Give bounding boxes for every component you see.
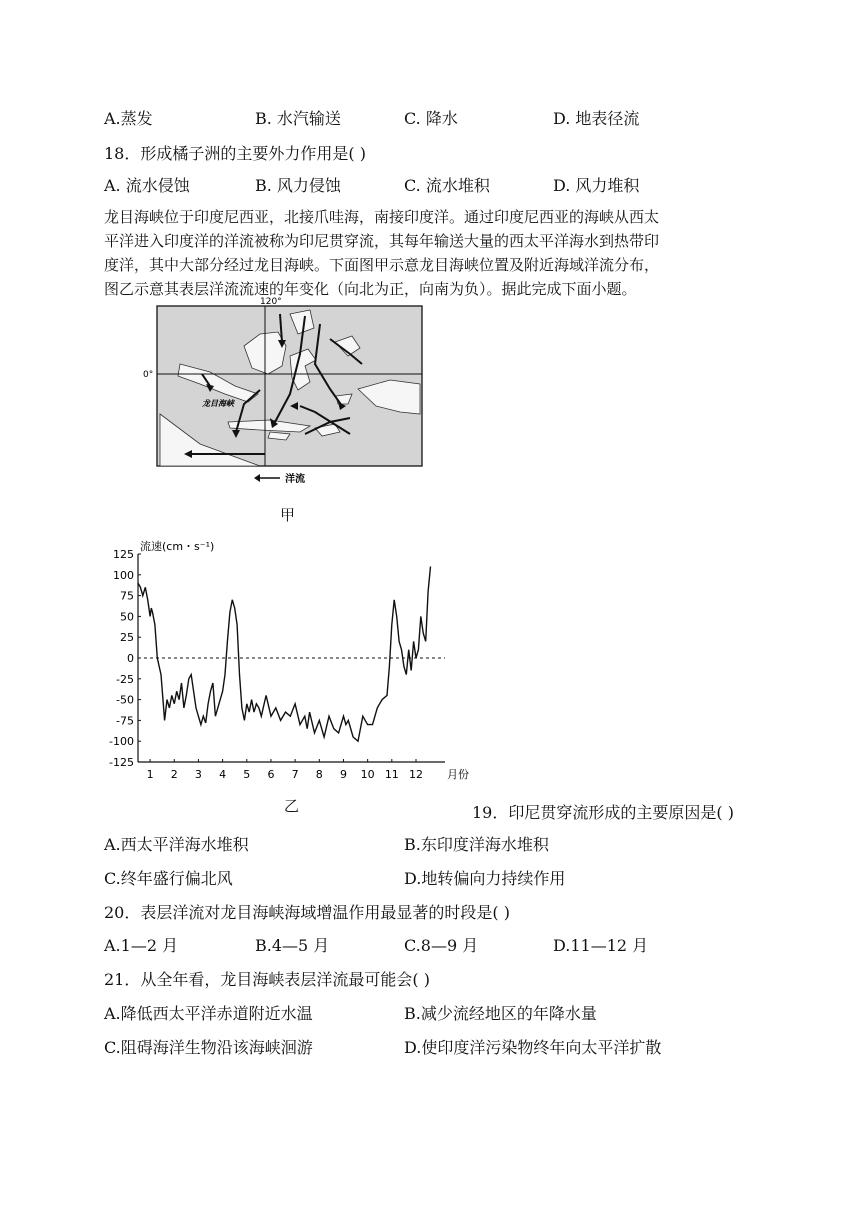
q20-option-c: C.8—9 月 xyxy=(404,936,479,955)
x-tick-label: 1 xyxy=(146,768,154,781)
lat-label: 0° xyxy=(143,370,154,380)
y-tick-label: 25 xyxy=(120,631,134,645)
x-tick-label: 9 xyxy=(339,768,347,781)
q19-stem: 19．印尼贯穿流形成的主要原因是( ) xyxy=(472,803,734,822)
legend-arrow-head xyxy=(254,474,260,482)
q20-option-d: D.11—12 月 xyxy=(553,936,649,955)
x-axis-label: 月份 xyxy=(447,768,469,781)
map-figure xyxy=(140,294,440,494)
y-tick-label: -125 xyxy=(109,756,134,769)
passage-line: 龙目海峡位于印度尼西亚，北接爪哇海，南接印度洋。通过印度尼西亚的海峡从西太 xyxy=(104,208,660,226)
strait-label: 龙目海峡 xyxy=(202,399,234,408)
chart-caption: 乙 xyxy=(284,797,300,815)
x-tick-label: 8 xyxy=(315,768,323,781)
y-tick-label: 50 xyxy=(120,610,134,624)
passage-line: 图乙示意其表层洋流流速的年变化（向北为正，向南为负）。据此完成下面小题。 xyxy=(104,280,637,298)
y-tick-label: 100 xyxy=(113,568,134,582)
x-tick-label: 12 xyxy=(408,768,423,781)
y-tick-label: -25 xyxy=(116,672,134,686)
y-tick-label: 0 xyxy=(127,652,134,665)
q21-stem: 21．从全年看，龙目海峡表层洋流最可能会( ) xyxy=(104,970,430,989)
q17-option-b: B. 水汽输送 xyxy=(255,109,341,128)
q21-option-c: C.阻碍海洋生物沿该海峡洄游 xyxy=(104,1038,313,1057)
passage xyxy=(104,205,784,301)
q19-option-b: B.东印度洋海水堆积 xyxy=(404,835,549,854)
y-tick-label: -75 xyxy=(116,714,134,728)
q17-option-c: C. 降水 xyxy=(404,109,458,128)
passage-line: 平洋进入印度洋的洋流被称为印尼贯穿流，其每年输送大量的西太平洋海水到热带印 xyxy=(104,232,660,250)
legend-label: 洋流 xyxy=(285,474,305,485)
x-tick-label: 6 xyxy=(267,768,275,781)
q18-stem: 18．形成橘子洲的主要外力作用是( ) xyxy=(104,144,366,163)
q19-option-c: C.终年盛行偏北风 xyxy=(104,869,233,888)
q18-option-c: C. 流水堆积 xyxy=(404,176,490,195)
q20-stem: 20．表层洋流对龙目海峡海域增温作用最显著的时段是( ) xyxy=(104,903,510,922)
q18-option-b: B. 风力侵蚀 xyxy=(255,176,341,195)
x-tick-label: 3 xyxy=(194,768,202,781)
q18-option-d: D. 风力堆积 xyxy=(553,176,640,195)
y-tick-label: 125 xyxy=(113,548,134,561)
y-tick-label: 75 xyxy=(120,589,134,603)
velocity-chart xyxy=(100,534,480,784)
q21-option-a: A.降低西太平洋赤道附近水温 xyxy=(104,1004,313,1023)
x-tick-label: 5 xyxy=(243,768,251,781)
x-tick-label: 4 xyxy=(219,768,227,781)
y-tick-label: -50 xyxy=(116,693,134,707)
q17-option-a: A.蒸发 xyxy=(104,109,153,128)
q19-option-a: A.西太平洋海水堆积 xyxy=(104,835,249,854)
y-axis-label: 流速(cm・s⁻¹) xyxy=(140,540,215,553)
q20-option-a: A.1—2 月 xyxy=(104,936,179,955)
q19-option-d: D.地转偏向力持续作用 xyxy=(404,869,566,888)
passage-line: 度洋，其中大部分经过龙目海峡。下面图甲示意龙目海峡位置及附近海域洋流分布， xyxy=(104,256,660,274)
x-tick-label: 2 xyxy=(170,768,178,781)
x-tick-label: 11 xyxy=(384,768,399,781)
x-tick-label: 10 xyxy=(360,768,375,781)
map-caption: 甲 xyxy=(280,506,296,524)
velocity-series-line xyxy=(138,567,431,742)
q21-option-b: B.减少流经地区的年降水量 xyxy=(404,1004,597,1023)
y-tick-label: -100 xyxy=(109,735,134,749)
lon-label: 120° xyxy=(260,297,282,307)
q18-option-a: A. 流水侵蚀 xyxy=(104,176,190,195)
x-tick-label: 7 xyxy=(291,768,299,781)
q20-option-b: B.4—5 月 xyxy=(255,936,330,955)
q21-option-d: D.使印度洋污染物终年向太平洋扩散 xyxy=(404,1038,662,1057)
q17-option-d: D. 地表径流 xyxy=(553,109,640,128)
